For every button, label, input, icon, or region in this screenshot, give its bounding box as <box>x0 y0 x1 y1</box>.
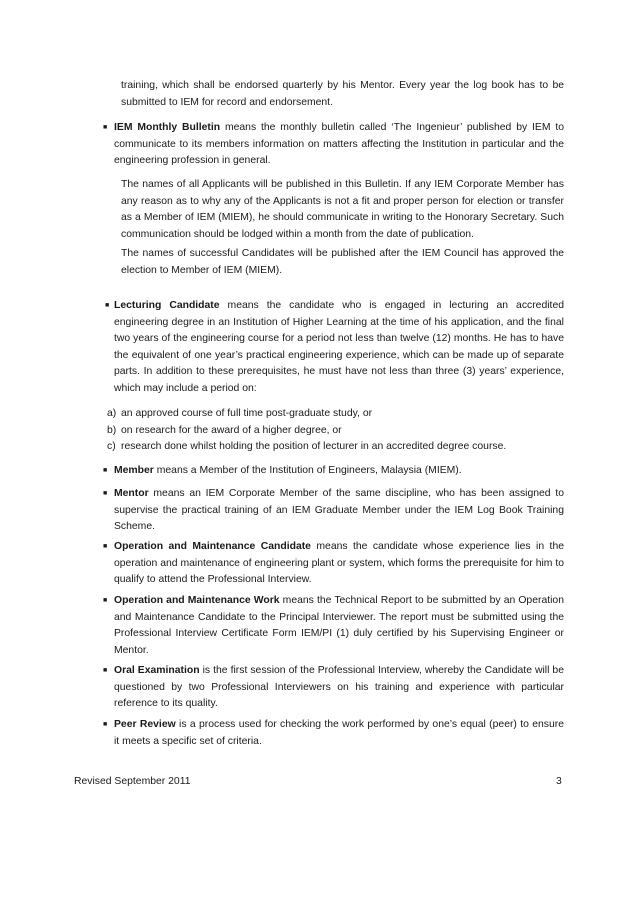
footer-page-number: 3 <box>556 776 562 787</box>
definition-om-candidate <box>114 539 564 589</box>
sublist-label: b) <box>107 425 117 436</box>
bullet-icon: ■ <box>103 467 108 474</box>
definition-term: Operation and Maintenance Work <box>114 595 280 606</box>
sublist-label: a) <box>107 408 117 419</box>
definition-member <box>114 463 564 480</box>
bullet-icon: ■ <box>103 667 108 674</box>
sublist-item <box>107 423 342 440</box>
definition-om-work <box>114 593 564 659</box>
definition-term: Member <box>114 465 154 476</box>
bullet-icon: ■ <box>103 543 108 550</box>
sublist-label: c) <box>107 441 116 452</box>
sublist-text: research done whilst holding the position of lecturer in an accredited degree course. <box>121 441 507 452</box>
bullet-icon: ■ <box>103 124 108 131</box>
definition-text: means the monthly bulletin called ‘The Ingenieur’ published by IEM to communicate to its members information on matters affecting the Institution in particular and the engineering profession in general. <box>114 122 565 167</box>
definition-term: Peer Review <box>114 719 176 730</box>
sublist-text: on research for the award of a higher degree, or <box>121 425 342 436</box>
definition-iem-monthly-bulletin <box>114 120 564 170</box>
definition-term: Oral Examination <box>114 665 200 676</box>
definition-text: is the first session of the Professional Interview, whereby the Candidate will be questioned by two Professional Interviewers on his training and experience with particular reference to its quality. <box>114 665 564 710</box>
definition-oral-examination <box>114 663 564 713</box>
bullet-icon: ■ <box>103 490 108 497</box>
definition-peer-review <box>114 717 564 750</box>
definition-term: IEM Monthly Bulletin <box>114 122 221 133</box>
bulletin-paragraph: The names of successful Candidates will be published after the IEM Council has approved the election to Member of IEM (MIEM). <box>121 248 564 276</box>
footer-revision-date: Revised September 2011 <box>74 776 191 787</box>
definition-text: is a process used for checking the work performed by one’s equal (peer) to ensure it meets a specific set of criteria. <box>114 719 565 747</box>
bullet-icon: ■ <box>103 721 108 728</box>
definition-term: Operation and Maintenance Candidate <box>114 541 311 552</box>
sublist-item <box>107 406 372 423</box>
definition-text: means an IEM Corporate Member of the same discipline, who has been assigned to supervise the practical training of an IEM Graduate Member under the IEM Log Book Training Scheme. <box>114 488 564 533</box>
sublist-text: an approved course of full time post-graduate study, or <box>121 408 373 419</box>
definition-lecturing-candidate <box>114 298 564 398</box>
definition-text: means a Member of the Institution of Engineers, Malaysia (MIEM). <box>153 465 462 476</box>
continuation-paragraph: training, which shall be endorsed quarterly by his Mentor. Every year the log book has to be submitted to IEM for record and endorsement. <box>121 80 564 108</box>
definition-text: means the Technical Report to be submitted by an Operation and Maintenance Candidate to the Principal Interviewer. The report must be submitted using the Professional Interview Certificate Form IEM/PI (1) duly certified by his Supervising Engineer or Mentor. <box>114 595 564 656</box>
definition-text: means the candidate whose experience lies in the operation and maintenance of engineering plant or system, which forms the prerequisite for him to qualify to attend the Professional Interview. <box>114 541 564 586</box>
bulletin-paragraph: The names of all Applicants will be published in this Bulletin. If any IEM Corporate Member has any reason as to why any of the Applicants is not a fit and proper person for election or transfer as a Member of IEM (MIEM), he should communicate in writing to the Honorary Secretary. Such communication should be lodged within a month from the date of publication. <box>121 179 564 240</box>
sublist-item <box>107 439 506 456</box>
definition-text: means the candidate who is engaged in lecturing an accredited engineering degree in an Institution of Higher Learning at the time of his application, and the final two years of the engineering course for a period not less than twelve (12) months. He has to have the equivalent of one year’s practical engineering experience, which can be made up of separate parts. In addition to these prerequisites, he must have not less than three (3) years’ experience, which may include a period on: <box>114 300 564 394</box>
definition-term: Mentor <box>114 488 149 499</box>
definition-term: Lecturing Candidate <box>114 300 220 311</box>
bullet-icon: ■ <box>103 597 108 604</box>
definition-mentor <box>114 486 564 536</box>
bullet-icon: ■ <box>105 302 110 309</box>
